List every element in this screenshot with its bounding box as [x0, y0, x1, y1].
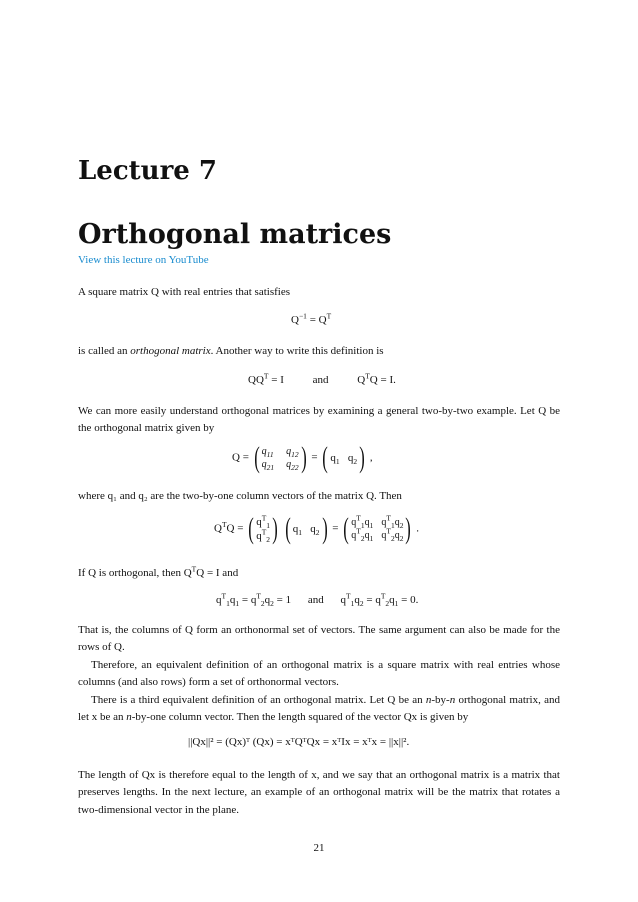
page-number: 21 [313, 842, 325, 854]
paragraph-1: A square matrix Q with real entries that satisfies [78, 286, 290, 298]
paragraph-4: where q₁ and q₂ are the two-by-one column vectors of the matrix Q. Then [78, 490, 402, 502]
paragraph-6: That is, the columns of Q form an orthonormal set of vectors. The same argument can also be made for the rows of Q. [78, 624, 560, 654]
equation-qtq-product: $Q^TQ$ = ( $q^T_1$ $q^T_2$ ) ( $q_1$ $q_2$ ) = ( $q^T_1q_1$ $q^T_1q_2$ $q^T_2q_1$ $q^T_2q_2$ ) . [214, 512, 419, 545]
youtube-link[interactable]: View this lecture on YouTube [78, 254, 209, 266]
equation-length: ||Qx||² = (Qx)ᵀ (Qx) = xᵀQᵀQx = xᵀIx = xᵀx = ||x||². [188, 736, 410, 748]
paragraph-8: There is a third equivalent definition of an orthogonal matrix. Let Q be an n-by-n orthogonal matrix, and let x be an n-by-one column vector. Then the length squared of the vector Qx is given by [78, 694, 560, 724]
equation-2x2-matrix: Q = ( $q_{11}$ $q_{12}$ $q_{21}$ $q_{22}$ ) = ( $q_1$ $q_2$ ) , [232, 441, 373, 474]
equation-definition: $QQ^T = I$ and $Q^TQ = I$. [248, 371, 396, 386]
paragraph-3: We can more easily understand orthogonal matrices by examining a general two-by-two example. Let Q be the orthogonal matrix given by [78, 405, 560, 435]
paragraph-2: is called an orthogonal matrix. Another way to write this definition is [78, 345, 384, 357]
equation-orthonormal: $q^T_1q_1 = q^T_2q_2 = 1$ and $q^T_1q_2 = q^T_2q_1 = 0$. [216, 591, 419, 609]
paragraph-5: If Q is orthogonal, then $Q^TQ = I$ and [78, 564, 239, 579]
lecture-number: Lecture 7 [78, 156, 217, 186]
paragraph-9: The length of Qx is therefore equal to the length of x, and we say that an orthogonal matrix is a matrix that preserves lengths. In the next lecture, an example of an orthogonal matrix will be the matrix that rotates a two-dimensional vector in the plane. [78, 769, 560, 816]
equation-inverse-transpose: $Q^{-1} = Q^T$ [291, 311, 332, 326]
paragraph-7: Therefore, an equivalent definition of an orthogonal matrix is a square matrix with real entries whose columns (and also rows) form a set of orthonormal vectors. [78, 659, 560, 689]
page-title: Orthogonal matrices [78, 219, 392, 250]
